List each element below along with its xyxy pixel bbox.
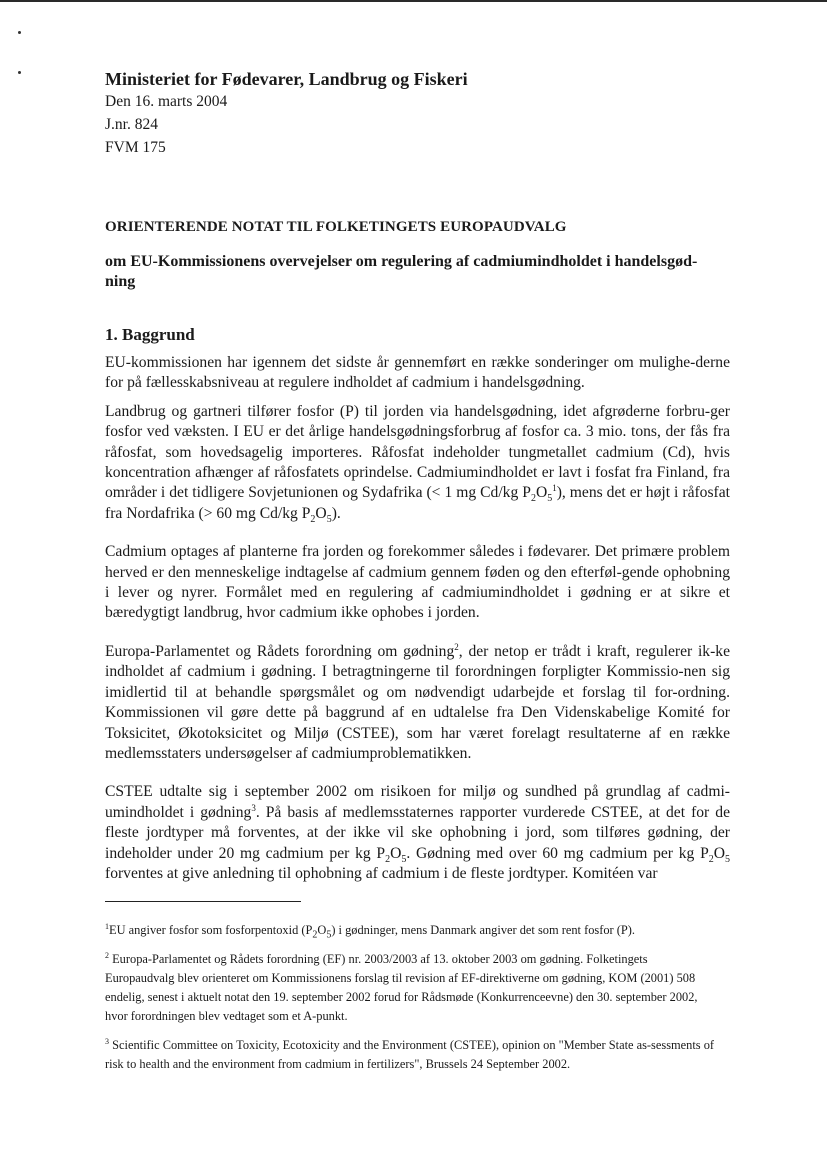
- footnote-separator: [105, 901, 301, 902]
- scan-speck: [18, 71, 21, 74]
- page-top-rule: [0, 0, 827, 2]
- paragraph-3: Cadmium optages af planterne fra jorden og forekommer således i fødevarer. Det primære problem herved er den menneskelige indtagelse af cadmium gennem føden og den efterføl-gende ophobning i lever og nyrer. Formålet med en regulering af cadmiumindholdet i gødning er at sikre et bæredygtigt landbrug, hvor cadmium ikke ophobes i jorden.: [105, 543, 730, 622]
- section-heading-baggrund: 1. Baggrund: [105, 325, 195, 344]
- footnote-2: $^2$ Europa-Parlamentet og Rådets forordning (EF) nr. 2003/2003 af 13. oktober 2003 om gødning. Folketingets Europaudvalg blev orienteret om Kommissionens forslag til revision af EF-direktiverne om gødning, KOM (2001) 508 endelig, senest i aktuelt notat den 19. september 2002 forud for Rådsmøde (Konkurrenceevne) den 30. september 2002, hvor forordningen blev vedtaget som et A-punkt.: [105, 950, 698, 1023]
- letterhead: [105, 68, 468, 159]
- footnote-1: $^1$EU angiver fosfor som fosforpentoxid $(P_2O_5)$ i gødninger, mens Danmark angiver det som rent fosfor (P).: [105, 921, 636, 941]
- footnote-ref-1: 1: [552, 483, 557, 494]
- document-date: Den 16. marts 2004: [105, 93, 228, 110]
- paragraph-5: CSTEE udtalte sig i september 2002 om risikoen for miljø og sundhed på grundlag af cadmi-umindholdet i gødning$^3$. På basis af medlemsstaternes rapporter vurderede CSTEE, at det for de fleste jordtyper må forventes, at der ikke vil ske ophobning i jord, som tilføres gødning, der indeholder under 20 mg cadmium per kg $P_2O_5$. Gødning med over 60 mg cadmium per kg $P_2O_5$ forventes at give anledning til ophobning af cadmium i de fleste jordtyper. Komitéen var: [105, 783, 731, 882]
- footnote-3: $^3$ Scientific Committee on Toxicity, Ecotoxicity and the Environment (CSTEE), opinion on "Member State as-sessments of risk to health and the environment from cadmium in fertilizers", Brussels 24 September 2002.: [105, 1036, 715, 1071]
- scan-speck: [18, 31, 21, 34]
- notat-subtitle: om EU-Kommissionens overvejelser om regulering af cadmiumindholdet i handelsgød-ning: [105, 253, 698, 290]
- footnote-ref-3: 3: [251, 802, 256, 813]
- paragraph-2: Landbrug og gartneri tilfører fosfor (P) til jorden via handelsgødning, idet afgrøderne forbru-ger fosfor ved væksten. I EU er det årlige handelsgødningsforbrug af fosfor ca. 3 mio. tons, der fås fra råfosfat, som hovedsagelig importeres. Råfosfat indeholder tungmetallet cadmium (Cd), hvis koncentration afhænger af råfosfatets oprindelse. Cadmiumindholdet er lavt i fosfat fra Finland, fra områder i det tidligere Sovjetunionen og Sydafrika (< 1 mg Cd/kg $P_2O_5^1$), mens det er højt i råfosfat fra Nordafrika (> 60 mg Cd/kg $P_2O_5$).: [105, 402, 730, 525]
- footnote-ref-2: 2: [454, 641, 459, 652]
- paragraph-1: EU-kommissionen har igennem det sidste år gennemført en række sonderinger om mulighe-derne for på fællesskabsniveau at regulere indholdet af cadmium i handelsgødning.: [105, 354, 730, 392]
- paragraph-4: Europa-Parlamentet og Rådets forordning om gødning$^2$, der netop er trådt i kraft, regulerer ik-ke indholdet af cadmium i gødning. I betragtningerne til forordningen forpligter Kommissio-nen sig imidlertid til at behandle spørgsmålet og om nødvendigt udarbejde et forslag til for-ordning. Kommissionen vil gøre dette på baggrund af en udtalelse fra Den Videnskabelige Komité for Toksicitet, Økotoksicitet og Miljø (CSTEE), som har været forelagt resultaterne af en række medlemsstaters undersøgelser af cadmiumproblematikken.: [105, 641, 730, 762]
- journal-number: J.nr. 824: [105, 116, 158, 133]
- footnotes: [105, 921, 715, 1084]
- fvm-number: FVM 175: [105, 139, 166, 156]
- body-text: [105, 353, 730, 892]
- ministry-name: Ministeriet for Fødevarer, Landbrug og Fiskeri: [105, 69, 468, 89]
- notat-title: ORIENTERENDE NOTAT TIL FOLKETINGETS EUROPAUDVALG: [105, 219, 567, 235]
